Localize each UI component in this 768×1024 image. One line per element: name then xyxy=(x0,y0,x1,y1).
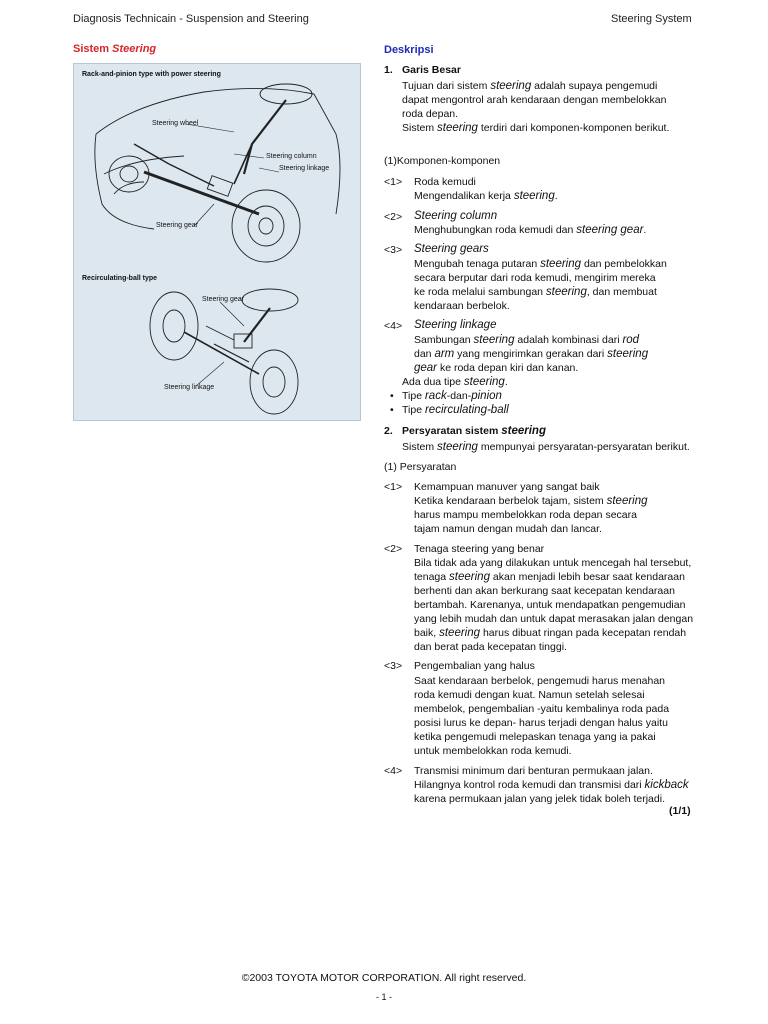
komponen-heading: (1)Komponen-komponen xyxy=(384,155,501,167)
r1-title: Kemampuan manuver yang sangat baik xyxy=(414,481,600,493)
s1-title: Garis Besar xyxy=(402,64,461,76)
r4-title: Transmisi minimum dari benturan permukaan jalan. xyxy=(414,765,653,777)
label-steering-wheel: Steering wheel xyxy=(152,120,199,127)
label-steering-linkage-bottom: Steering linkage xyxy=(164,384,215,391)
k3-desc-2: secara berputar dari roda kemudi, mengirim mereka xyxy=(414,272,656,284)
r3-desc-4: posisi lurus ke depan- harus terjadi dengan halus yaitu xyxy=(414,717,668,729)
r4-number: <4> xyxy=(384,765,403,777)
s1-number: 1. xyxy=(384,64,393,76)
k2-title: Steering column xyxy=(414,210,498,222)
r3-desc-1: Saat kendaraan berbelok, pengemudi harus menahan xyxy=(414,675,666,687)
label-steering-gear-bottom: Steering gear xyxy=(202,296,245,303)
footer-copyright: ©2003 TOYOTA MOTOR CORPORATION. All right reserved. xyxy=(241,972,527,984)
types-line: Ada dua tipe steering. xyxy=(402,376,508,388)
right-section-title: Deskripsi xyxy=(384,44,434,56)
k3-desc-1: Mengubah tenaga putaran steering dan pembelokkan xyxy=(414,258,667,270)
label-steering-linkage-top: Steering linkage xyxy=(279,165,330,172)
k4-desc-2: dan arm yang mengirimkan gerakan dari steering xyxy=(414,348,649,360)
r3-desc-2: roda kemudi dengan kuat. Namun setelah selesai xyxy=(414,689,645,701)
left-section-title xyxy=(73,43,156,55)
k2-number: <2> xyxy=(384,211,403,223)
r1-desc-1: Ketika kendaraan berbelok tajam, sistem steering xyxy=(414,495,648,507)
r1-number: <1> xyxy=(384,481,403,493)
bullet-2: • xyxy=(390,404,394,416)
r2-desc-7: dan berat pada kecepatan tinggi. xyxy=(414,641,567,653)
r1-desc-2: harus mampu membelokkan roda depan secara xyxy=(414,509,637,521)
k3-desc-4: kendaraan berbelok. xyxy=(414,300,510,312)
s2-number: 2. xyxy=(384,425,393,437)
r2-desc-2: tenaga steering akan menjadi lebih besar saat kendaraan xyxy=(414,571,685,583)
k3-title: Steering gears xyxy=(414,243,489,255)
r3-desc-5: ketika pengemudi melepaskan tenaga yang ia pakai xyxy=(414,731,656,743)
r2-title: Tenaga steering yang benar xyxy=(414,543,545,555)
s1-line-1: Tujuan dari sistem steering adalah supaya pengemudi xyxy=(402,80,658,92)
label-steering-gear-top: Steering gear xyxy=(156,222,199,229)
header-left: Diagnosis Technicain - Suspension and Steering xyxy=(73,13,309,25)
header-right: Steering System xyxy=(611,13,692,25)
figure-caption-bottom: Recirculating-ball type xyxy=(82,275,158,282)
footer-page: - 1 - xyxy=(375,992,392,1002)
type-1: Tipe rack-dan-pinion xyxy=(402,390,502,402)
r2-desc-4: bertambah. Karenanya, untuk mendapatkan pengemudian xyxy=(414,599,686,611)
left-section-prefix: Sistem xyxy=(73,43,110,55)
k4-title: Steering linkage xyxy=(414,319,497,331)
type-2: Tipe recirculating-ball xyxy=(402,404,509,416)
s1-line-2: dapat mengontrol arah kendaraan dengan membelokkan xyxy=(402,94,667,106)
k1-number: <1> xyxy=(384,176,403,188)
figure-caption-top: Rack-and-pinion type with power steering xyxy=(82,71,221,78)
k1-desc: Mengendalikan kerja steering. xyxy=(414,190,558,202)
k4-desc-1: Sambungan steering adalah kombinasi dari rod xyxy=(414,334,640,346)
r3-desc-6: untuk membelokkan roda kemudi. xyxy=(414,745,572,757)
r3-desc-3: membelok, pengembalian -yaitu kembalinya roda pada xyxy=(414,703,670,715)
r2-desc-5: yang lebih mudah dan untuk dapat merasakan jalan dengan xyxy=(414,613,694,625)
k2-desc: Menghubungkan roda kemudi dan steering gear. xyxy=(414,224,647,236)
r2-desc-6: baik, steering harus dibuat ringan pada kecepatan rendah xyxy=(414,627,687,639)
k3-number: <3> xyxy=(384,244,403,256)
r1-desc-3: tajam namun dengan mudah dan lancar. xyxy=(414,523,602,535)
s2-intro: Sistem steering mempunyai persyaratan-persyaratan berikut. xyxy=(402,441,690,453)
k4-number: <4> xyxy=(384,320,403,332)
k3-desc-3: ke roda melalui sambungan steering, dan membuat xyxy=(414,286,657,298)
page-mark: (1/1) xyxy=(669,805,691,817)
r4-desc-1: Hilangnya kontrol roda kemudi dan transmisi dari kickback xyxy=(414,779,689,791)
r2-desc-3: berhenti dan akan berkurang saat kecepatan kendaraan xyxy=(414,585,675,597)
left-section-word: Steering xyxy=(112,43,157,55)
s2-title: Persyaratan sistem steering xyxy=(402,425,546,437)
s1-line-3: roda depan. xyxy=(402,108,459,120)
steering-figure xyxy=(73,63,361,421)
k4-desc-3: gear ke roda depan kiri dan kanan. xyxy=(414,362,579,374)
bullet-1: • xyxy=(390,390,394,402)
label-steering-column: Steering column xyxy=(266,153,317,160)
s1-line-4: Sistem steering terdiri dari komponen-komponen berikut. xyxy=(402,122,670,134)
r3-number: <3> xyxy=(384,660,403,672)
k1-title: Roda kemudi xyxy=(414,176,476,188)
r3-title: Pengembalian yang halus xyxy=(414,660,535,672)
r2-desc-1: Bila tidak ada yang dilakukan untuk mencegah hal tersebut, xyxy=(414,557,692,569)
steering-illustration xyxy=(74,64,362,422)
r2-number: <2> xyxy=(384,543,403,555)
persyaratan-heading: (1) Persyaratan xyxy=(384,461,457,473)
r4-desc-2: karena permukaan jalan yang jelek tidak boleh terjadi. xyxy=(414,793,665,805)
